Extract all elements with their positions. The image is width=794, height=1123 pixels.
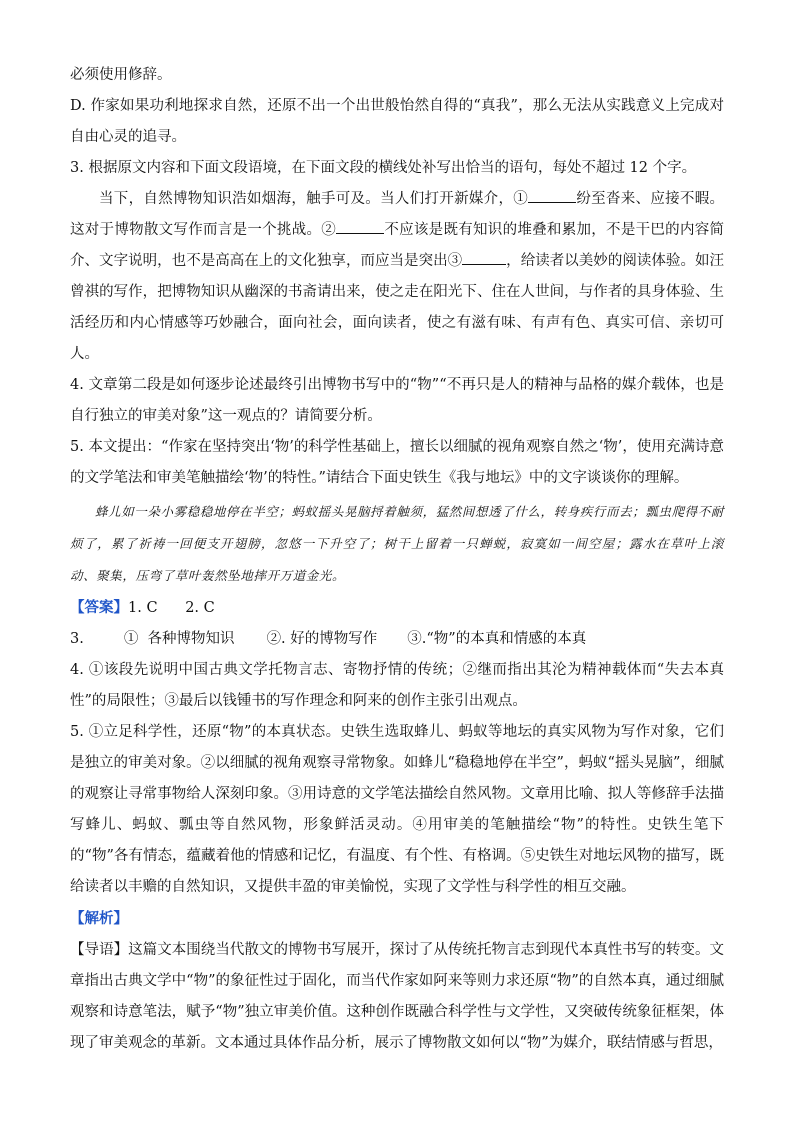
answer-5: 5. ①立足科学性，还原“物”的本真状态。史铁生选取蜂儿、蚂蚁等地坛的真实风物为写作对象，它们是独立的审美对象。②以细腻的视角观察寻常物象。如蜂儿“稳稳地停在半空”，蚂蚁“摇头晃脑”，细腻的观察让寻常事物给人深刻印象。③用诗意的文学笔法描绘自然风物。文章用比喻、拟人等修辞手法描写蜂儿、蚂蚁、瓢虫等自然风物，形象鲜活灵动。④用审美的笔触描绘“物”的特性。史铁生笔下的“物”各有情态，蕴藏着他的情感和记忆，有温度、有个性、有格调。⑤史铁生对地坛风物的描写，既给读者以丰赡的自然知识，又提供丰盈的审美愉悦，实现了文学性与科学性的相互交融。 <box>70 724 724 895</box>
answer-4: 4. ①该段先说明中国古典文学托物言志、寄物抒情的传统；②继而指出其沦为精神载体而“失去本真性”的局限性；③最后以钱锺书的写作理念和阿来的创作主张引出观点。 <box>70 662 724 709</box>
option-d: D. 作家如果功利地探求自然，还原不出一个出世般怡然自得的“真我”，那么无法从实践意义上完成对自由心灵的追寻。 <box>70 98 724 145</box>
blank-2[interactable] <box>336 219 384 234</box>
guide-text: 这篇文本围绕当代散文的博物书写展开，探讨了从传统托物言志到现代本真性书写的转变。文章指出古典文学中“物”的象征性过于固化，而当代作家如阿来等则力求还原“物”的自然本真，通过细腻观察和诗意笔法，赋予“物”独立审美价值。这种创作既融合科学性与文学性，又突破传统象征框架，体现了审美观念的革新。文本通过具体作品分析，展示了博物散文如何以“物”为媒介，联结情感与哲思， <box>70 942 725 1051</box>
answer-3 <box>70 624 724 655</box>
answer-3-item-3: ③.“物”的本真和情感的本真 <box>407 631 587 647</box>
paragraph-part-d: ，给读者以美妙的阅读体验。如汪曾祺的写作，把博物知识从幽深的书斋请出来，使之走在阳光下、住在人世间，与作者的具身体验、生活经历和内心情感等巧妙融合，面向社会，面向读者，使之有滋有味、有声有色、真实可信、亲切可人。 <box>70 253 724 362</box>
answer-3-item-1: ① 各种博物知识 <box>123 631 235 647</box>
answer-line <box>70 592 724 624</box>
blank-3[interactable] <box>462 250 506 265</box>
paragraph-part-c: 不应该是既有知识的堆叠和累加，不是干巴的内容简介、文字说明，也不是高高在上的文化独享，而应当是突出③ <box>70 222 725 269</box>
paragraph-part-a: 当下，自然博物知识浩如烟海，触手可及。当人们打开新媒介，① <box>99 191 529 207</box>
quote-excerpt: 蜂儿如一朵小雾稳稳地停在半空；蚂蚁摇头晃脑捋着触须，猛然间想透了什么，转身疾行而去；瓢虫爬得不耐烦了，累了祈祷一回便支开翅膀，忽悠一下升空了；树干上留着一只蝉蜕，寂寞如一间空屋；露水在草叶上滚动、聚集，压弯了草叶轰然坠地摔开万道金光。 <box>70 504 724 583</box>
analysis-tag: 【解析】 <box>70 910 128 927</box>
analysis-heading <box>70 903 724 935</box>
guide-tag: 【导语】 <box>70 942 129 958</box>
option-c-tail: 必须使用修辞。 <box>70 67 172 83</box>
document-page <box>70 60 724 1059</box>
question-5: 5. 本文提出：“作家在坚持突出‘物’的科学性基础上，擅长以细腻的视角观察自然之‘物’，使用充满诗意的文学笔法和审美笔触描绘‘物’的特性。”请结合下面史铁生《我与地坛》中的文字谈谈你的理解。 <box>70 439 724 486</box>
answer-tag: 【答案】 <box>70 599 128 616</box>
answer-3-number: 3. <box>70 631 84 647</box>
fill-blank-paragraph <box>70 184 724 370</box>
answer-1-2: 1. C 2. C <box>128 600 215 616</box>
question-4: 4. 文章第二段是如何逐步论述最终引出博物书写中的“物”“不再只是人的精神与品格的媒介载体，也是自行独立的审美对象”这一观点的？请简要分析。 <box>70 377 724 424</box>
question-3: 3. 根据原文内容和下面文段语境，在下面文段的横线处补写出恰当的语句，每处不超过 12 个字。 <box>70 160 697 176</box>
guide-paragraph <box>70 935 724 1059</box>
blank-1[interactable] <box>528 188 576 203</box>
answer-3-item-2: ②. 好的博物写作 <box>266 631 378 647</box>
paragraph-part-b: 纷至沓来、应接不暇。这对于博物散文写作而言是一个挑战。② <box>70 191 725 238</box>
